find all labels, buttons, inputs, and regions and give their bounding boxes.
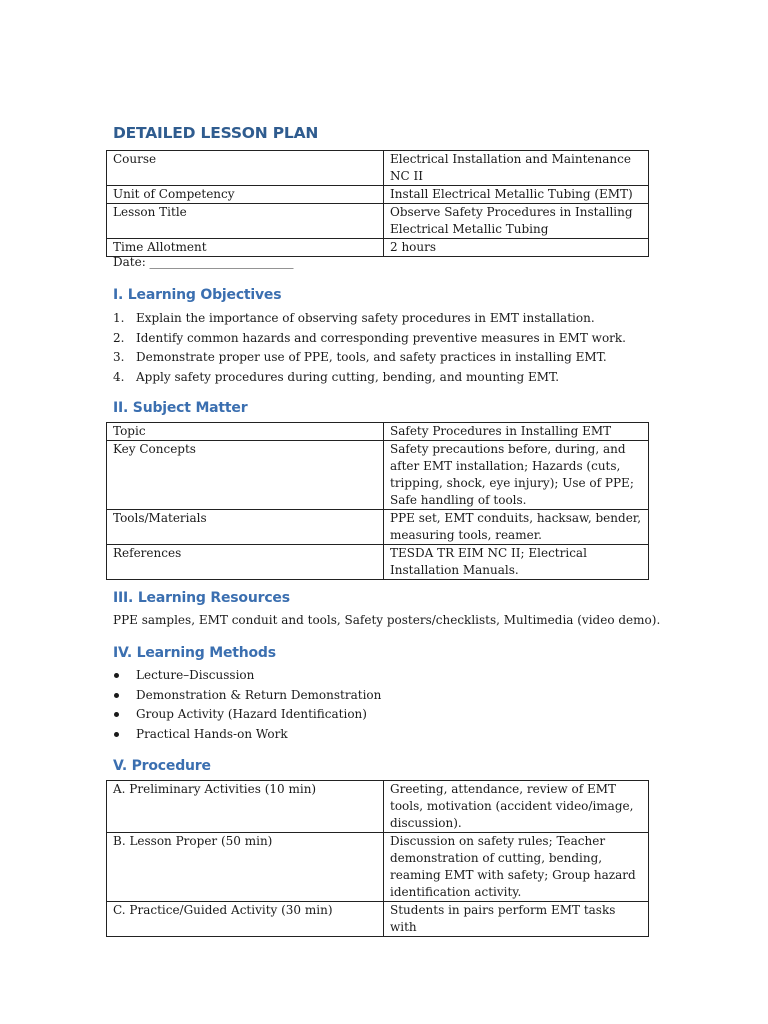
item-text: Group Activity (Hazard Identification) bbox=[136, 707, 367, 721]
bullet-icon bbox=[114, 673, 119, 678]
bullet-icon bbox=[114, 693, 119, 698]
item-text: Apply safety procedures during cutting, bending, and mounting EMT. bbox=[136, 369, 560, 384]
item-text: Demonstrate proper use of PPE, tools, and safety practices in installing EMT. bbox=[136, 350, 607, 364]
subject-label: Key Concepts bbox=[107, 441, 384, 510]
subject-value: Safety precautions before, during, and after EMT installation; Hazards (cuts, tripping, shock, eye injury); Use of PPE; Safe handling of tools. bbox=[384, 441, 649, 510]
info-value: Electrical Installation and Maintenance NC II bbox=[384, 151, 649, 186]
table-row bbox=[107, 186, 649, 204]
procedure-description: Greeting, attendance, review of EMT tools, motivation (accident video/image, discussion). bbox=[384, 781, 649, 833]
subject-value: PPE set, EMT conduits, hacksaw, bender, measuring tools, reamer. bbox=[384, 510, 649, 545]
methods-list bbox=[113, 666, 381, 744]
objectives-heading: I. Learning Objectives bbox=[113, 287, 282, 303]
list-item bbox=[113, 329, 673, 349]
procedure-step: B. Lesson Proper (50 min) bbox=[107, 833, 384, 902]
info-value: Install Electrical Metallic Tubing (EMT) bbox=[384, 186, 649, 204]
subject-value: TESDA TR EIM NC II; Electrical Installation Manuals. bbox=[384, 545, 649, 580]
methods-heading: IV. Learning Methods bbox=[113, 645, 276, 661]
info-label: Course bbox=[107, 151, 384, 186]
procedure-heading: V. Procedure bbox=[113, 758, 211, 774]
subject-value: Safety Procedures in Installing EMT bbox=[384, 423, 649, 441]
table-row bbox=[107, 833, 649, 902]
date-line: Date: ________________________ bbox=[113, 255, 294, 269]
item-number: 2. bbox=[113, 330, 125, 345]
item-number: 1. bbox=[113, 311, 125, 325]
table-row bbox=[107, 545, 649, 580]
table-row bbox=[107, 204, 649, 239]
table-row bbox=[107, 510, 649, 545]
list-item bbox=[113, 309, 673, 329]
procedure-step: A. Preliminary Activities (10 min) bbox=[107, 781, 384, 833]
item-text: Explain the importance of observing safety procedures in EMT installation. bbox=[136, 311, 595, 325]
list-item bbox=[113, 705, 381, 725]
procedure-description: Discussion on safety rules; Teacher demonstration of cutting, bending, reaming EMT with safety; Group hazard identification activity. bbox=[384, 833, 649, 902]
table-row bbox=[107, 423, 649, 441]
table-row bbox=[107, 902, 649, 937]
subject-matter-heading: II. Subject Matter bbox=[113, 400, 248, 416]
document-title: DETAILED LESSON PLAN bbox=[113, 124, 319, 142]
resources-heading: III. Learning Resources bbox=[113, 590, 290, 606]
info-value: 2 hours bbox=[384, 239, 649, 257]
procedure-description: Students in pairs perform EMT tasks with bbox=[384, 902, 649, 937]
bullet-icon bbox=[114, 732, 119, 737]
subject-label: Topic bbox=[107, 423, 384, 441]
subject-label: References bbox=[107, 545, 384, 580]
table-row bbox=[107, 781, 649, 833]
subject-label: Tools/Materials bbox=[107, 510, 384, 545]
list-item bbox=[113, 686, 381, 706]
subject-matter-table bbox=[106, 422, 649, 580]
info-label: Time Allotment bbox=[107, 239, 384, 257]
item-text: Demonstration & Return Demonstration bbox=[136, 687, 382, 702]
item-number: 3. bbox=[113, 350, 125, 364]
list-item bbox=[113, 725, 381, 745]
list-item bbox=[113, 348, 673, 368]
item-text: Lecture–Discussion bbox=[136, 668, 255, 682]
objectives-list bbox=[113, 309, 673, 387]
info-value: Observe Safety Procedures in Installing Electrical Metallic Tubing bbox=[384, 204, 649, 239]
item-text: Identify common hazards and corresponding preventive measures in EMT work. bbox=[136, 330, 626, 345]
table-row bbox=[107, 151, 649, 186]
procedure-step: C. Practice/Guided Activity (30 min) bbox=[107, 902, 384, 937]
item-number: 4. bbox=[113, 369, 125, 384]
info-label: Lesson Title bbox=[107, 204, 384, 239]
info-label: Unit of Competency bbox=[107, 186, 384, 204]
list-item bbox=[113, 368, 673, 388]
item-text: Practical Hands-on Work bbox=[136, 726, 288, 741]
resources-text: PPE samples, EMT conduit and tools, Safety posters/checklists, Multimedia (video demo). bbox=[113, 613, 661, 627]
info-table bbox=[106, 150, 649, 257]
table-row bbox=[107, 441, 649, 510]
bullet-icon bbox=[114, 712, 119, 717]
procedure-table bbox=[106, 780, 649, 937]
list-item bbox=[113, 666, 381, 686]
